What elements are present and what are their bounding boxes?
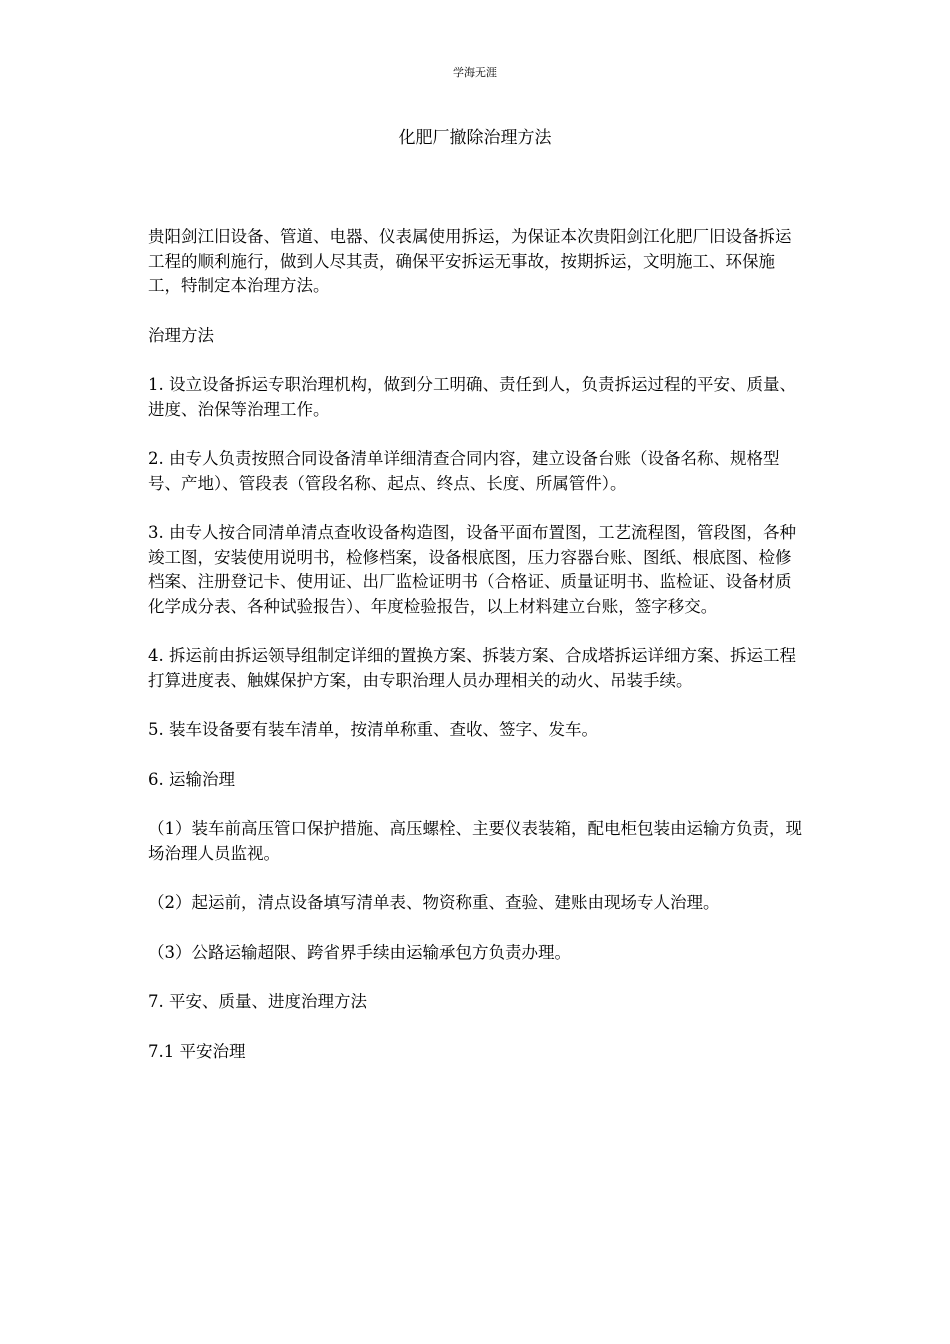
paragraph-item-4: 4. 拆运前由拆运领导组制定详细的置换方案、拆装方案、合成塔拆运详细方案、拆运工程打算进度表、触媒保护方案，由专职治理人员办理相关的动火、吊装手续。 [148,646,796,690]
paragraph-transport-2: （2）起运前，清点设备填写清单表、物资称重、查验、建账由现场专人治理。 [148,893,720,912]
paragraph-item-1: 1. 设立设备拆运专职治理机构，做到分工明确、责任到人，负责拆运过程的平安、质量、进度、治保等治理工作。 [148,375,796,419]
document-title: 化肥厂撤除治理方法 [398,128,552,148]
paragraph-item-5: 5. 装车设备要有装车清单，按清单称重、查收、签字、发车。 [148,720,598,739]
paragraph-item-2: 2. 由专人负责按照合同设备清单详细清查合同内容，建立设备台账（设备名称、规格型号、产地）、管段表（管段名称、起点、终点、长度、所属管件）。 [148,449,780,493]
paragraph-intro: 贵阳剑江旧设备、管道、电器、仪表属使用拆运，为保证本次贵阳剑江化肥厂旧设备拆运工程的顺利施行，做到人尽其责，确保平安拆运无事故，按期拆运，文明施工、环保施工，特制定本治理方法。 [148,227,792,295]
heading-transport: 6. 运输治理 [148,769,235,789]
page-header: 学海无涯 [453,66,497,79]
heading-methods: 治理方法 [148,325,214,345]
paragraph-item-3: 3. 由专人按合同清单清点查收设备构造图，设备平面布置图，工艺流程图，管段图，各种竣工图，安装使用说明书，检修档案，设备根底图，压力容器台账、图纸、根底图、检修档案、注册登记卡、使用证、出厂监检证明书（合格证、质量证明书、监检证、设备材质化学成分表、各种试验报告）、年度检验报告，以上材料建立台账，签字移交。 [148,523,796,616]
heading-safety-quality: 7. 平安、质量、进度治理方法 [148,992,367,1011]
paragraph-transport-3: （3）公路运输超限、跨省界手续由运输承包方负责办理。 [148,942,571,962]
document-body [148,225,802,1089]
paragraph-transport-1: （1）装车前高压管口保护措施、高压螺栓、主要仪表装箱，配电柜包装由运输方负责，现场治理人员监视。 [148,819,802,863]
heading-safety: 7.1 平安治理 [148,1041,246,1061]
